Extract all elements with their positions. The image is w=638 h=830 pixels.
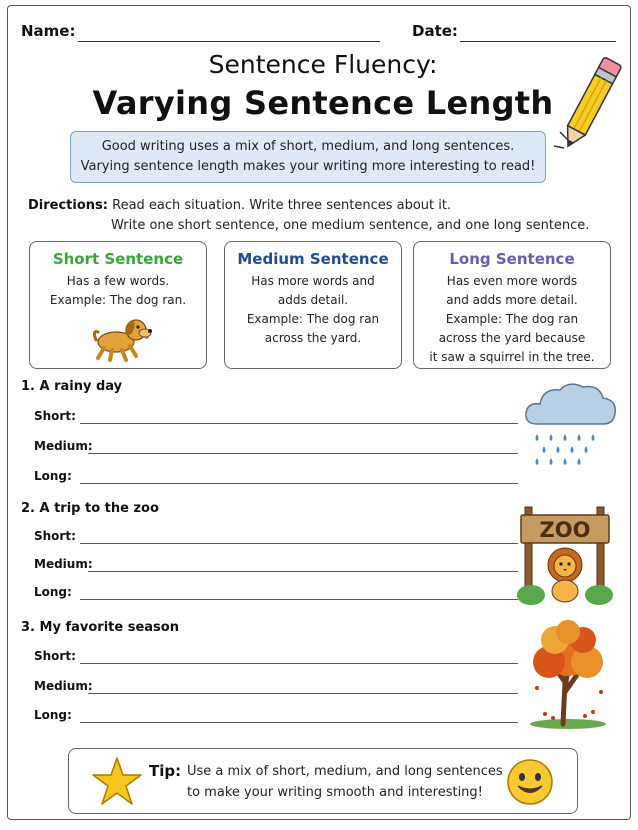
tip-line-1: Use a mix of short, medium, and long sentences: [187, 764, 503, 779]
q2-medium-answer-line[interactable]: [88, 571, 518, 572]
card-text: across the yard.: [264, 331, 362, 345]
q3-long-answer-line[interactable]: [80, 722, 518, 723]
question-3-prompt: 3. My favorite season: [21, 620, 179, 635]
medium-label: Medium:: [34, 679, 93, 693]
intro-line-2: Varying sentence length makes your writing more interesting to read!: [80, 159, 536, 174]
short-label: Short:: [34, 409, 76, 423]
card-text: across the yard because: [438, 331, 586, 345]
card-text: adds detail.: [277, 293, 349, 307]
card-text: Has even more words: [446, 274, 578, 288]
zoo-sign-text: ZOO: [539, 518, 591, 542]
card-text: and adds more detail.: [446, 293, 578, 307]
date-label: Date:: [412, 22, 458, 40]
medium-label: Medium:: [34, 557, 93, 571]
q3-short-answer-line[interactable]: [80, 663, 518, 664]
pencil-icon: [556, 48, 626, 158]
worksheet-page: [7, 5, 631, 820]
medium-label: Medium:: [34, 439, 93, 453]
card-text: Example: The dog ran: [445, 312, 579, 326]
question-1-prompt: 1. A rainy day: [21, 379, 123, 394]
page-title: Varying Sentence Length: [92, 84, 554, 122]
autumn-tree-icon: [525, 618, 611, 730]
long-label: Long:: [34, 708, 72, 722]
rain-cloud-icon: [523, 378, 621, 474]
tip-text: [187, 761, 503, 803]
card-text: Has a few words.: [66, 274, 170, 288]
short-label: Short:: [34, 529, 76, 543]
dog-icon: [90, 316, 154, 362]
directions-line-2: Write one short sentence, one medium sentence, and one long sentence.: [111, 218, 590, 233]
name-field[interactable]: [78, 41, 380, 42]
page-subtitle: Sentence Fluency:: [208, 50, 438, 79]
star-icon: [91, 756, 143, 806]
card-text: Example: The dog ran.: [49, 293, 187, 307]
q1-long-answer-line[interactable]: [80, 483, 518, 484]
q1-medium-answer-line[interactable]: [88, 453, 518, 454]
q1-short-answer-line[interactable]: [80, 423, 518, 424]
card-medium-sentence: [224, 241, 402, 369]
question-2-prompt: 2. A trip to the zoo: [21, 501, 159, 516]
q2-long-answer-line[interactable]: [80, 599, 518, 600]
directions: [28, 198, 451, 213]
zoo-lion-icon: [517, 503, 613, 605]
intro-line-1: Good writing uses a mix of short, medium, and long sentences.: [101, 139, 515, 154]
card-long-sentence: [413, 241, 611, 369]
card-title: Short Sentence: [52, 250, 184, 268]
tip-box: [68, 748, 578, 814]
long-label: Long:: [34, 585, 72, 599]
short-label: Short:: [34, 649, 76, 663]
card-title: Long Sentence: [449, 250, 575, 268]
card-text: Has more words and: [251, 274, 375, 288]
intro-box: [70, 131, 546, 183]
directions-line-1: Read each situation. Write three sentences about it.: [112, 198, 452, 213]
tip-line-2: to make your writing smooth and interesting!: [187, 785, 483, 800]
q3-medium-answer-line[interactable]: [88, 693, 518, 694]
tip-label: Tip:: [149, 762, 182, 780]
q2-short-answer-line[interactable]: [80, 543, 518, 544]
name-label: Name:: [21, 22, 76, 40]
directions-label: Directions:: [28, 198, 108, 213]
smiley-icon: [505, 757, 555, 807]
card-text: Example: The dog ran: [246, 312, 380, 326]
card-title: Medium Sentence: [237, 250, 389, 268]
date-field[interactable]: [460, 41, 616, 42]
long-label: Long:: [34, 469, 72, 483]
card-text: it saw a squirrel in the tree.: [429, 350, 595, 364]
